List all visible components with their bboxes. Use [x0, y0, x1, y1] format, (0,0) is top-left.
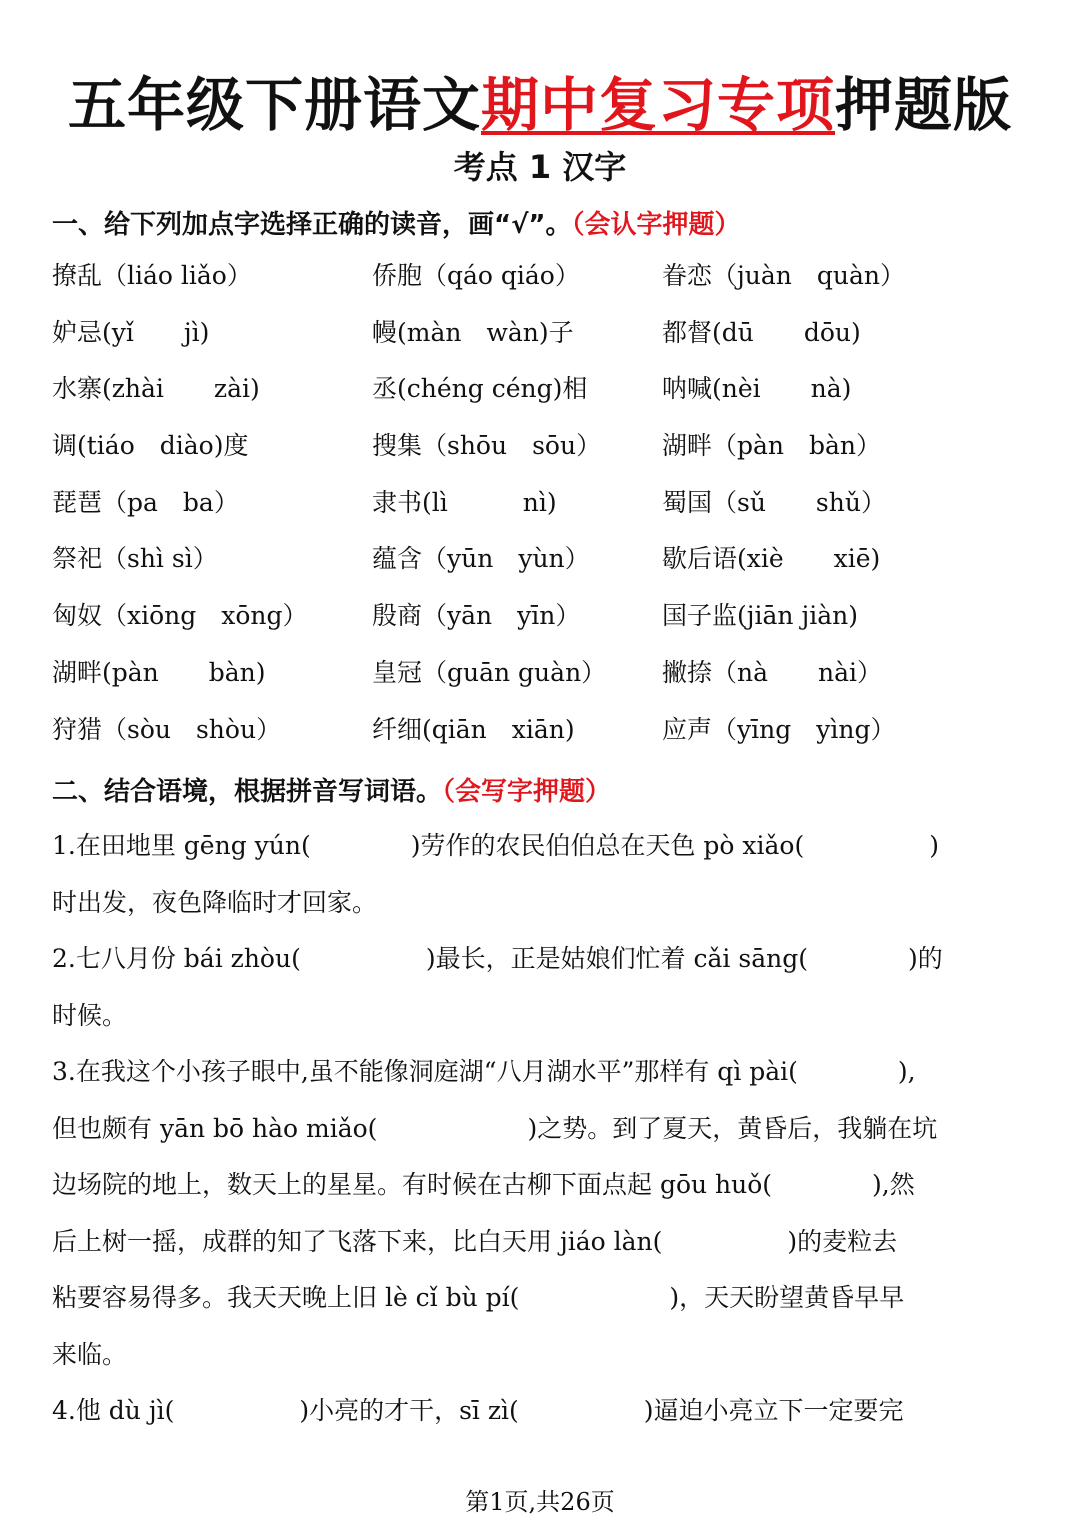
pinyin-item[interactable]: 侨胞（qáo qiáo）	[372, 261, 580, 290]
pinyin-item[interactable]: 撇捺（nà nài）	[662, 657, 883, 687]
section2-heading-text: 二、结合语境，根据拼音写词语。	[52, 777, 443, 807]
pinyin-item[interactable]: 匈奴（xiōng xōng）	[52, 601, 308, 631]
pinyin-item[interactable]: 呐喊(nèi nà)	[662, 374, 852, 404]
pinyin-item[interactable]: 狩猎（sòu shòu）	[52, 714, 282, 744]
section2-heading	[52, 771, 611, 808]
exercise-line: 边场院的地上，数天上的星星。有时候在古柳下面点起 gōu huǒ( ),然	[52, 1170, 915, 1199]
pinyin-item[interactable]: 应声（yīng yìng）	[662, 714, 896, 744]
pinyin-item[interactable]: 纤细(qiān xiān)	[372, 714, 575, 744]
title-suffix: 押题版	[835, 71, 1013, 139]
pinyin-item[interactable]: 调(tiáo diào)度	[52, 431, 249, 461]
exercise-line: 时候。	[52, 1000, 128, 1030]
section1-tag: （会认字押题）	[571, 210, 741, 240]
pinyin-item[interactable]: 蕴含（yūn yùn）	[372, 544, 590, 574]
exercise-line: 时出发，夜色降临时才回家。	[52, 887, 378, 917]
exercise-line: 来临。	[52, 1339, 128, 1369]
pinyin-item[interactable]: 歇后语(xiè xiē)	[662, 544, 881, 574]
exercise-line: 后上树一摇，成群的知了飞落下来，比白天用 jiáo làn( )的麦粒去	[52, 1226, 898, 1256]
page-title	[0, 58, 1080, 142]
exercise-line: 2.七八月份 bái zhòu( )最长，正是姑娘们忙着 cǎi sāng( )的	[52, 944, 943, 973]
pinyin-item[interactable]: 湖畔(pàn bàn)	[52, 657, 266, 687]
pinyin-item[interactable]: 妒忌(yǐ jì)	[52, 317, 210, 347]
pinyin-item[interactable]: 撩乱（liáo liǎo）	[52, 261, 252, 290]
grid-row	[52, 704, 1052, 761]
grid-row	[52, 533, 1052, 590]
page-subtitle: 考点 1 汉字	[453, 148, 627, 186]
section1-heading	[52, 204, 741, 241]
exercise-line: 4.他 dù jì( )小亮的才干，sī zì( )逼迫小亮立下一定要完	[52, 1396, 904, 1425]
exercise-line: 粘要容易得多。我天天晚上旧 lè cǐ bù pí( )，天天盼望黄昏早早	[52, 1283, 905, 1312]
section2-tag: （会写字押题）	[442, 777, 612, 807]
pinyin-item[interactable]: 眷恋（juàn quàn）	[662, 261, 905, 290]
title-prefix: 五年级下册语文	[67, 71, 481, 139]
pinyin-item[interactable]: 蜀国（sǔ shǔ）	[662, 487, 886, 517]
exercise-line: 但也颇有 yān bō hào miǎo( )之势。到了夏天，黄昏后，我躺在坑	[52, 1113, 938, 1143]
pinyin-item[interactable]: 都督(dū dōu)	[662, 317, 861, 347]
pinyin-item[interactable]: 水寨(zhài zài)	[52, 374, 260, 404]
fill-in-exercises	[52, 818, 1042, 1440]
pinyin-item[interactable]: 琵琶（pa ba）	[52, 487, 239, 517]
grid-row	[52, 477, 1052, 534]
grid-row	[52, 307, 1052, 364]
pinyin-item[interactable]: 祭祀（shì sì）	[52, 544, 218, 574]
pinyin-item[interactable]: 湖畔（pàn bàn）	[662, 431, 882, 461]
pinyin-item[interactable]: 殷商（yān yīn）	[372, 601, 581, 631]
exercise-line: 1.在田地里 gēng yún( )劳作的农民伯伯总在天色 pò xiǎo( )	[52, 831, 939, 860]
pinyin-item[interactable]: 搜集（shōu sōu）	[372, 431, 602, 461]
pinyin-item[interactable]: 国子监(jiān jiàn)	[662, 601, 858, 631]
exercise-line: 3.在我这个小孩子眼中,虽不能像洞庭湖“八月湖水平”那样有 qì pài( ),	[52, 1057, 916, 1086]
grid-row	[52, 647, 1052, 704]
grid-row	[52, 420, 1052, 477]
pinyin-item[interactable]: 幔(màn wàn)子	[372, 317, 574, 347]
section1-heading-text: 一、给下列加点字选择正确的读音，画“√”。	[52, 210, 572, 240]
pinyin-item[interactable]: 隶书(lì nì)	[372, 487, 557, 517]
pinyin-item[interactable]: 丞(chéng céng)相	[372, 374, 588, 404]
pinyin-choice-grid	[52, 250, 1052, 760]
grid-row	[52, 250, 1052, 307]
grid-row	[52, 363, 1052, 420]
pinyin-item[interactable]: 皇冠（guān guàn）	[372, 657, 607, 687]
title-highlight: 期中复习专项	[480, 71, 835, 139]
grid-row	[52, 590, 1052, 647]
page-footer: 第1页,共26页	[465, 1488, 615, 1516]
